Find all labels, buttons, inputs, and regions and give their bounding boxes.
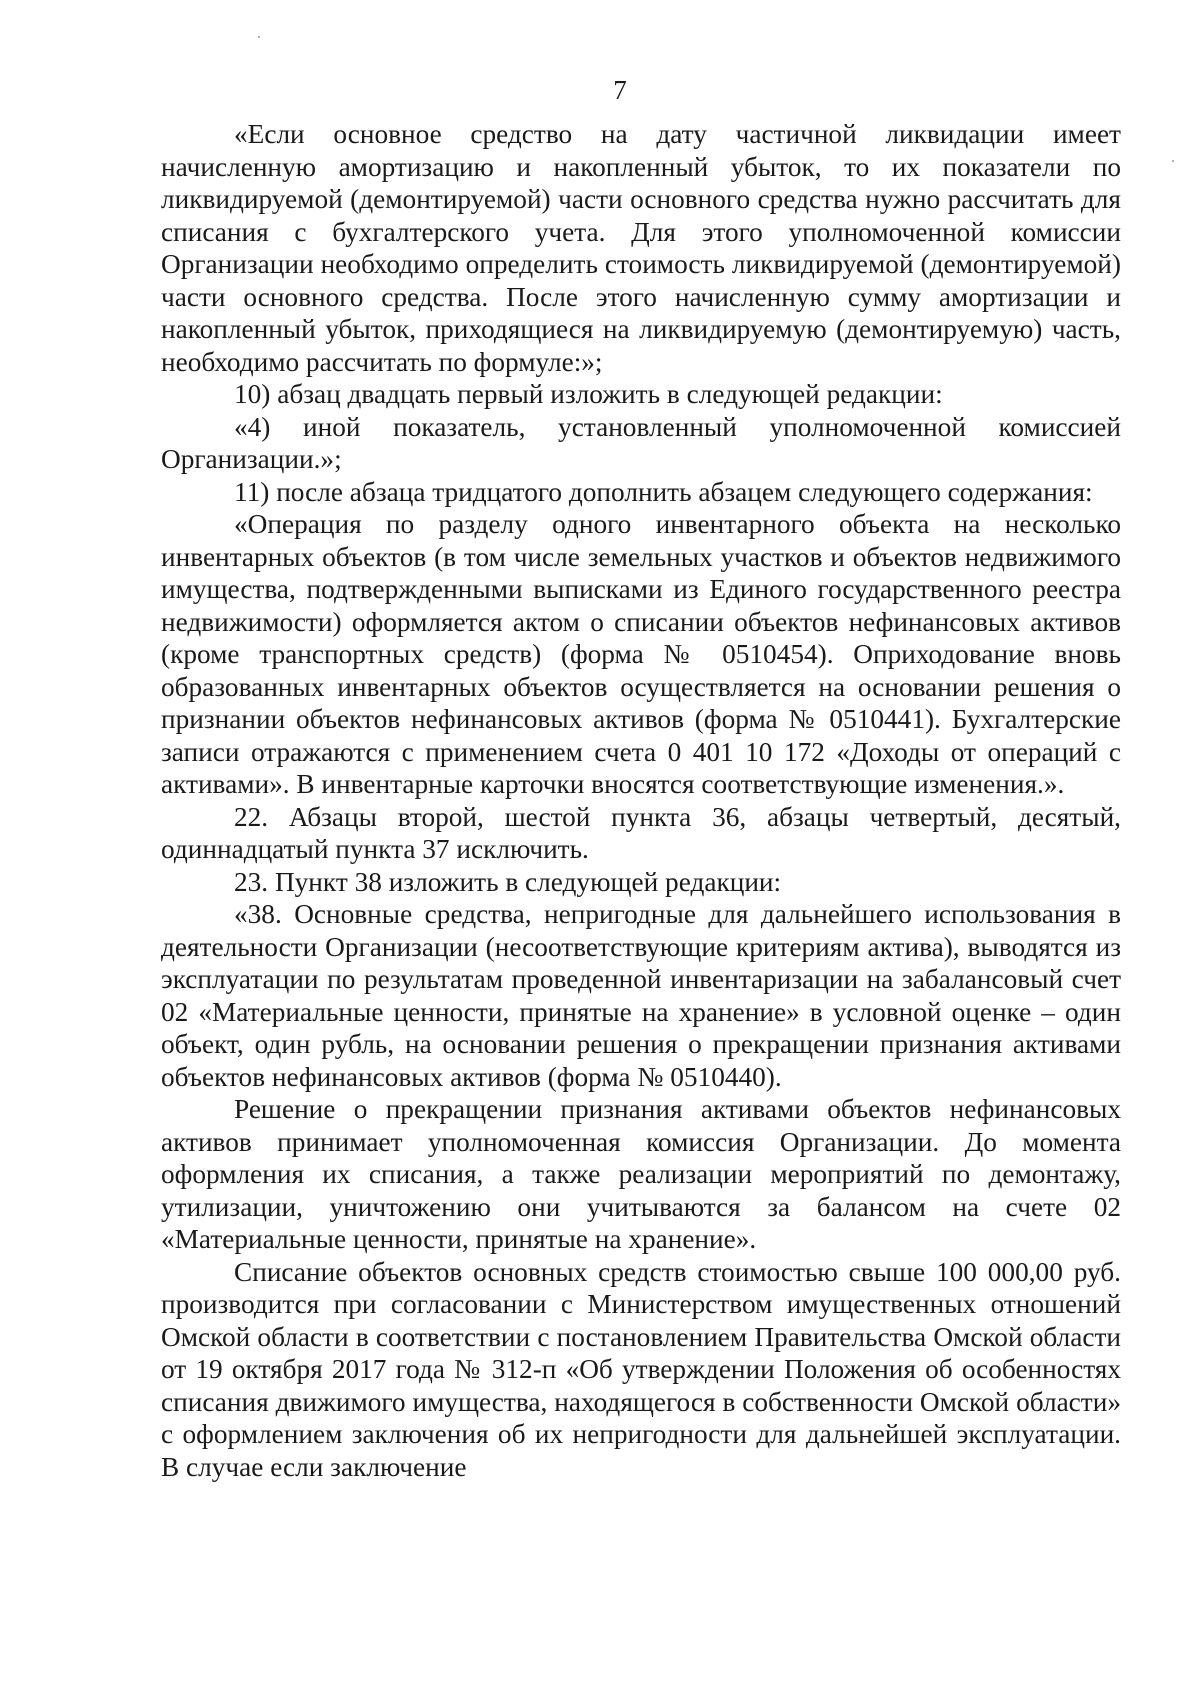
paragraph-point-38: «38. Основные средства, непригодные для дальнейшего использования в деятельности Организации (несоответствующие критериям актива), выводятся из эксплуатации по результатам проведенной инвентаризации на забалансовый счет 02 «Материальные ценности, принятые на хранение» в условной оценке – один объект, один рубль, на основании решения о прекращении признания активами объектов нефинансовых активов (форма № 0510440). xyxy=(161,899,1121,1092)
paragraph-commission-decision: Решение о прекращении признания активами объектов нефинансовых активов принимает уполномоченная комиссия Организации. До момента оформления их списания, а также реализации мероприятий по демонтажу, утилизации, уничтожению они учитываются за балансом на счете 02 «Материальные ценности, принятые на хранение». xyxy=(161,1094,1121,1254)
paragraph-partial-liquidation: «Если основное средство на дату частичной ликвидации имеет начисленную амортизацию и накопленный убыток, то их показатели по ликвидируемой (демонтируемой) части основного средства нужно рассчитать для списания с бухгалтерского учета. Для этого уполномоченной комиссии Организации необходимо определить стоимость ликвидируемой (демонтируемой) части основного средства. После этого начисленную сумму амортизации и накопленный убыток, приходящиеся на ликвидируемую (демонтируемую) часть, необходимо рассчитать по формуле:»; xyxy=(161,119,1121,377)
paragraph-item-11: 11) после абзаца тридцатого дополнить абзацем следующего содержания: xyxy=(234,476,1093,507)
paragraph-item-10: 10) абзац двадцать первый изложить в следующей редакции: xyxy=(234,379,943,409)
paragraph-other-indicator: «4) иной показатель, установленный уполномоченной комиссией Организации.»; xyxy=(161,411,1121,474)
paragraph-split-operation: «Операция по разделу одного инвентарного объекта на несколько инвентарных объектов (в том числе земельных участков и объектов недвижимого имущества, подтвержденными выписками из Единого государственного реестра недвижимости) оформляется актом о списании объектов нефинансовых активов (кроме транспортных средств) (форма № 0510454). Оприходование вновь образованных инвентарных объектов осуществляется на основании решения о признании объектов нефинансовых активов (форма № 0510441). Бухгалтерские записи отражаются с применением счета 0 401 10 172 «Доходы от операций с активами». В инвентарные карточки вносятся соответствующие изменения.». xyxy=(161,509,1121,799)
page-number: 7 xyxy=(613,75,627,105)
paragraph-write-off: Списание объектов основных средств стоимостью свыше 100 000,00 руб. производится при согласовании с Министерством имущественных отношений Омской области в соответствии с постановлением Правительства Омской области от 19 октября 2017 года № 312-п «Об утверждении Положения об особенностях списания движимого имущества, находящегося в собственности Омской области» с оформлением заключения об их непригодности для дальнейшей эксплуатации. В случае если заключение xyxy=(161,1256,1121,1482)
paragraph-point-22: 22. Абзацы второй, шестой пункта 36, абзацы четвертый, десятый, одиннадцатый пункта 37 исключить. xyxy=(161,801,1121,864)
scan-speck xyxy=(258,36,260,38)
paragraph-point-23: 23. Пункт 38 изложить в следующей редакции: xyxy=(234,866,782,897)
document-body xyxy=(161,118,1121,1483)
scan-speck xyxy=(1172,160,1174,162)
